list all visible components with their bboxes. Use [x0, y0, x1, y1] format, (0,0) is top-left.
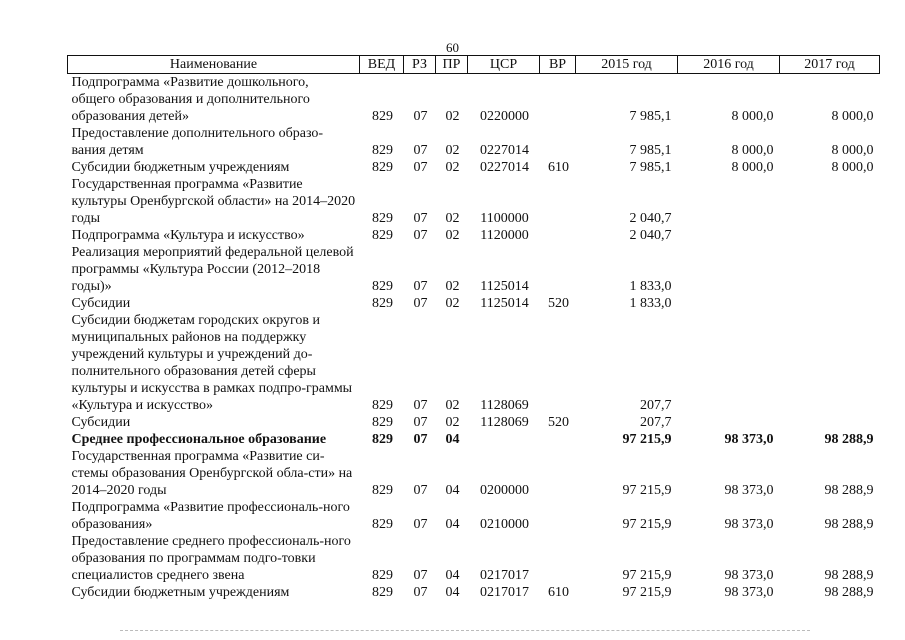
table-row — [68, 312, 880, 414]
header-2015: 2015 год — [576, 56, 678, 74]
header-ved: ВЕД — [360, 56, 404, 74]
cell-y2017: 98 288,9 — [824, 517, 874, 532]
cell-name: Подпрограмма «Развитие профессиональ-ного образования» — [71, 500, 350, 532]
cell-csr: 0217017 — [480, 585, 529, 600]
cell-ved: 829 — [372, 228, 393, 243]
cell-vr — [540, 227, 576, 244]
table-row — [68, 448, 880, 499]
cell-y2017: 8 000,0 — [831, 160, 874, 175]
cell-y2015: 97 215,9 — [622, 585, 672, 600]
cell-y2016: 8 000,0 — [731, 160, 774, 175]
cell-y2016: 98 373,0 — [724, 568, 774, 583]
cell-y2016: 8 000,0 — [731, 143, 774, 158]
cell-vr: 520 — [548, 296, 569, 311]
cell-y2015: 7 985,1 — [629, 143, 672, 158]
cell-ved: 829 — [372, 517, 393, 532]
table-row — [68, 414, 880, 431]
cell-vr: 610 — [548, 160, 569, 175]
cell-csr: 1100000 — [480, 211, 529, 226]
table-row — [68, 499, 880, 533]
cell-pr: 02 — [445, 160, 460, 175]
cell-csr: 0220000 — [480, 109, 529, 124]
cell-ved: 829 — [372, 415, 393, 430]
header-rz: РЗ — [404, 56, 436, 74]
cell-rz: 07 — [413, 585, 428, 600]
cell-name: Субсидии бюджетам городских округов и муниципальных районов на поддержку учреждений культуры и учреждений до-полнительного образования детей сферы культуры и искусства в рамках подпро-граммы «Культура и искусство» — [71, 313, 353, 413]
cell-csr: 0227014 — [480, 143, 529, 158]
cell-rz: 07 — [413, 160, 428, 175]
cell-y2017 — [780, 295, 880, 312]
cell-ved: 829 — [372, 160, 393, 175]
header-2016: 2016 год — [678, 56, 780, 74]
header-pr: ПР — [436, 56, 468, 74]
table-row — [68, 584, 880, 601]
cell-y2016 — [678, 312, 780, 414]
cell-vr: 610 — [548, 585, 569, 600]
cell-ved: 829 — [372, 432, 393, 447]
cell-y2017: 98 288,9 — [824, 585, 874, 600]
cell-ved: 829 — [372, 279, 393, 294]
cell-y2017: 8 000,0 — [831, 109, 874, 124]
header-csr: ЦСР — [468, 56, 540, 74]
cell-vr — [540, 499, 576, 533]
cell-csr: 0210000 — [480, 517, 529, 532]
cell-rz: 07 — [413, 228, 428, 243]
cell-y2015: 7 985,1 — [629, 160, 672, 175]
cell-ved: 829 — [372, 296, 393, 311]
cell-y2016 — [678, 176, 780, 227]
cell-y2015: 2 040,7 — [629, 228, 672, 243]
cell-csr: 1125014 — [480, 296, 529, 311]
cell-csr: 1128069 — [480, 415, 529, 430]
cell-y2015: 207,7 — [640, 398, 672, 413]
cell-pr: 02 — [445, 415, 460, 430]
cell-y2017 — [780, 244, 880, 295]
cell-pr: 02 — [445, 228, 460, 243]
cell-y2015: 97 215,9 — [622, 432, 672, 447]
cell-y2016 — [678, 295, 780, 312]
table-row — [68, 159, 880, 176]
cell-ved: 829 — [372, 143, 393, 158]
cell-name: Среднее профессиональное образование — [71, 432, 327, 447]
table-row — [68, 295, 880, 312]
cell-rz: 07 — [413, 211, 428, 226]
cell-y2016 — [678, 244, 780, 295]
cell-ved: 829 — [372, 398, 393, 413]
cell-y2017: 98 288,9 — [824, 432, 874, 447]
cell-pr: 02 — [445, 109, 460, 124]
cell-y2016: 98 373,0 — [724, 432, 774, 447]
cell-ved: 829 — [372, 568, 393, 583]
cell-rz: 07 — [413, 517, 428, 532]
cell-y2015: 7 985,1 — [629, 109, 672, 124]
cell-rz: 07 — [413, 279, 428, 294]
cell-csr: 0200000 — [480, 483, 529, 498]
cell-y2016 — [678, 414, 780, 431]
header-name: Наименование — [68, 56, 360, 74]
cell-pr: 04 — [445, 483, 460, 498]
cell-y2017 — [780, 312, 880, 414]
cell-pr: 02 — [445, 279, 460, 294]
cell-vr — [540, 125, 576, 159]
cell-pr: 02 — [445, 398, 460, 413]
cell-y2017 — [780, 227, 880, 244]
cell-vr — [540, 533, 576, 584]
cell-vr: 520 — [548, 415, 569, 430]
cell-y2016: 8 000,0 — [731, 109, 774, 124]
cell-name: Субсидии — [71, 296, 131, 311]
cell-vr — [540, 176, 576, 227]
cell-y2016: 98 373,0 — [724, 483, 774, 498]
cell-ved: 829 — [372, 585, 393, 600]
table-row — [68, 244, 880, 295]
cell-rz: 07 — [413, 483, 428, 498]
cell-ved: 829 — [372, 109, 393, 124]
cell-ved: 829 — [372, 211, 393, 226]
page-number: 60 — [446, 40, 459, 55]
cell-rz: 07 — [413, 296, 428, 311]
cell-pr: 04 — [445, 568, 460, 583]
table-row — [68, 125, 880, 159]
cell-name: Субсидии бюджетным учреждениям — [71, 160, 290, 175]
cell-y2017: 98 288,9 — [824, 483, 874, 498]
cell-y2015: 1 833,0 — [629, 296, 672, 311]
cell-rz: 07 — [413, 143, 428, 158]
cell-rz: 07 — [413, 398, 428, 413]
cell-y2017: 8 000,0 — [831, 143, 874, 158]
cell-pr: 04 — [445, 432, 460, 447]
cell-name: Субсидии бюджетным учреждениям — [71, 585, 290, 600]
bottom-rule — [120, 630, 810, 631]
table-row — [68, 533, 880, 584]
cell-name: Субсидии — [71, 415, 131, 430]
cell-y2017: 98 288,9 — [824, 568, 874, 583]
cell-y2015: 97 215,9 — [622, 568, 672, 583]
cell-y2017 — [780, 414, 880, 431]
table-row — [68, 431, 880, 448]
cell-pr: 04 — [445, 585, 460, 600]
cell-rz: 07 — [413, 568, 428, 583]
cell-vr — [540, 448, 576, 499]
table-row — [68, 227, 880, 244]
budget-table — [67, 55, 880, 601]
cell-vr — [540, 431, 576, 448]
header-vr: ВР — [540, 56, 576, 74]
cell-csr — [468, 431, 540, 448]
cell-rz: 07 — [413, 109, 428, 124]
cell-name: Реализация мероприятий федеральной целевой программы «Культура России (2012–2018 годы)» — [71, 245, 354, 294]
cell-y2015: 1 833,0 — [629, 279, 672, 294]
cell-name: Предоставление дополнительного образо-вания детям — [71, 126, 324, 158]
cell-y2015: 97 215,9 — [622, 483, 672, 498]
cell-y2016: 98 373,0 — [724, 585, 774, 600]
cell-pr: 02 — [445, 211, 460, 226]
cell-name: Государственная программа «Развитие культуры Оренбургской области» на 2014–2020 годы — [71, 177, 356, 226]
cell-rz: 07 — [413, 415, 428, 430]
table-header-row — [68, 56, 880, 74]
cell-csr: 1128069 — [480, 398, 529, 413]
cell-name: Предоставление среднего профессиональ-ного образования по программам подго-товки специалистов среднего звена — [71, 534, 351, 583]
cell-vr — [540, 74, 576, 126]
cell-y2016 — [678, 227, 780, 244]
cell-csr: 0217017 — [480, 568, 529, 583]
cell-name: Подпрограмма «Культура и искусство» — [71, 228, 305, 243]
cell-y2015: 207,7 — [640, 415, 672, 430]
cell-y2015: 97 215,9 — [622, 517, 672, 532]
table-row — [68, 74, 880, 126]
cell-pr: 04 — [445, 517, 460, 532]
cell-y2015: 2 040,7 — [629, 211, 672, 226]
cell-vr — [540, 244, 576, 295]
table-body — [68, 74, 880, 602]
cell-pr: 02 — [445, 143, 460, 158]
cell-csr: 0227014 — [480, 160, 529, 175]
table-row — [68, 176, 880, 227]
cell-name: Подпрограмма «Развитие дошкольного, общего образования и дополнительного образования детей» — [71, 75, 310, 124]
cell-csr: 1125014 — [480, 279, 529, 294]
cell-y2017 — [780, 176, 880, 227]
cell-pr: 02 — [445, 296, 460, 311]
cell-csr: 1120000 — [480, 228, 529, 243]
cell-vr — [540, 312, 576, 414]
cell-y2016: 98 373,0 — [724, 517, 774, 532]
cell-name: Государственная программа «Развитие си-стемы образования Оренбургской обла-сти» на 2014–2020 годы — [71, 449, 353, 498]
header-2017: 2017 год — [780, 56, 880, 74]
cell-rz: 07 — [413, 432, 428, 447]
cell-ved: 829 — [372, 483, 393, 498]
